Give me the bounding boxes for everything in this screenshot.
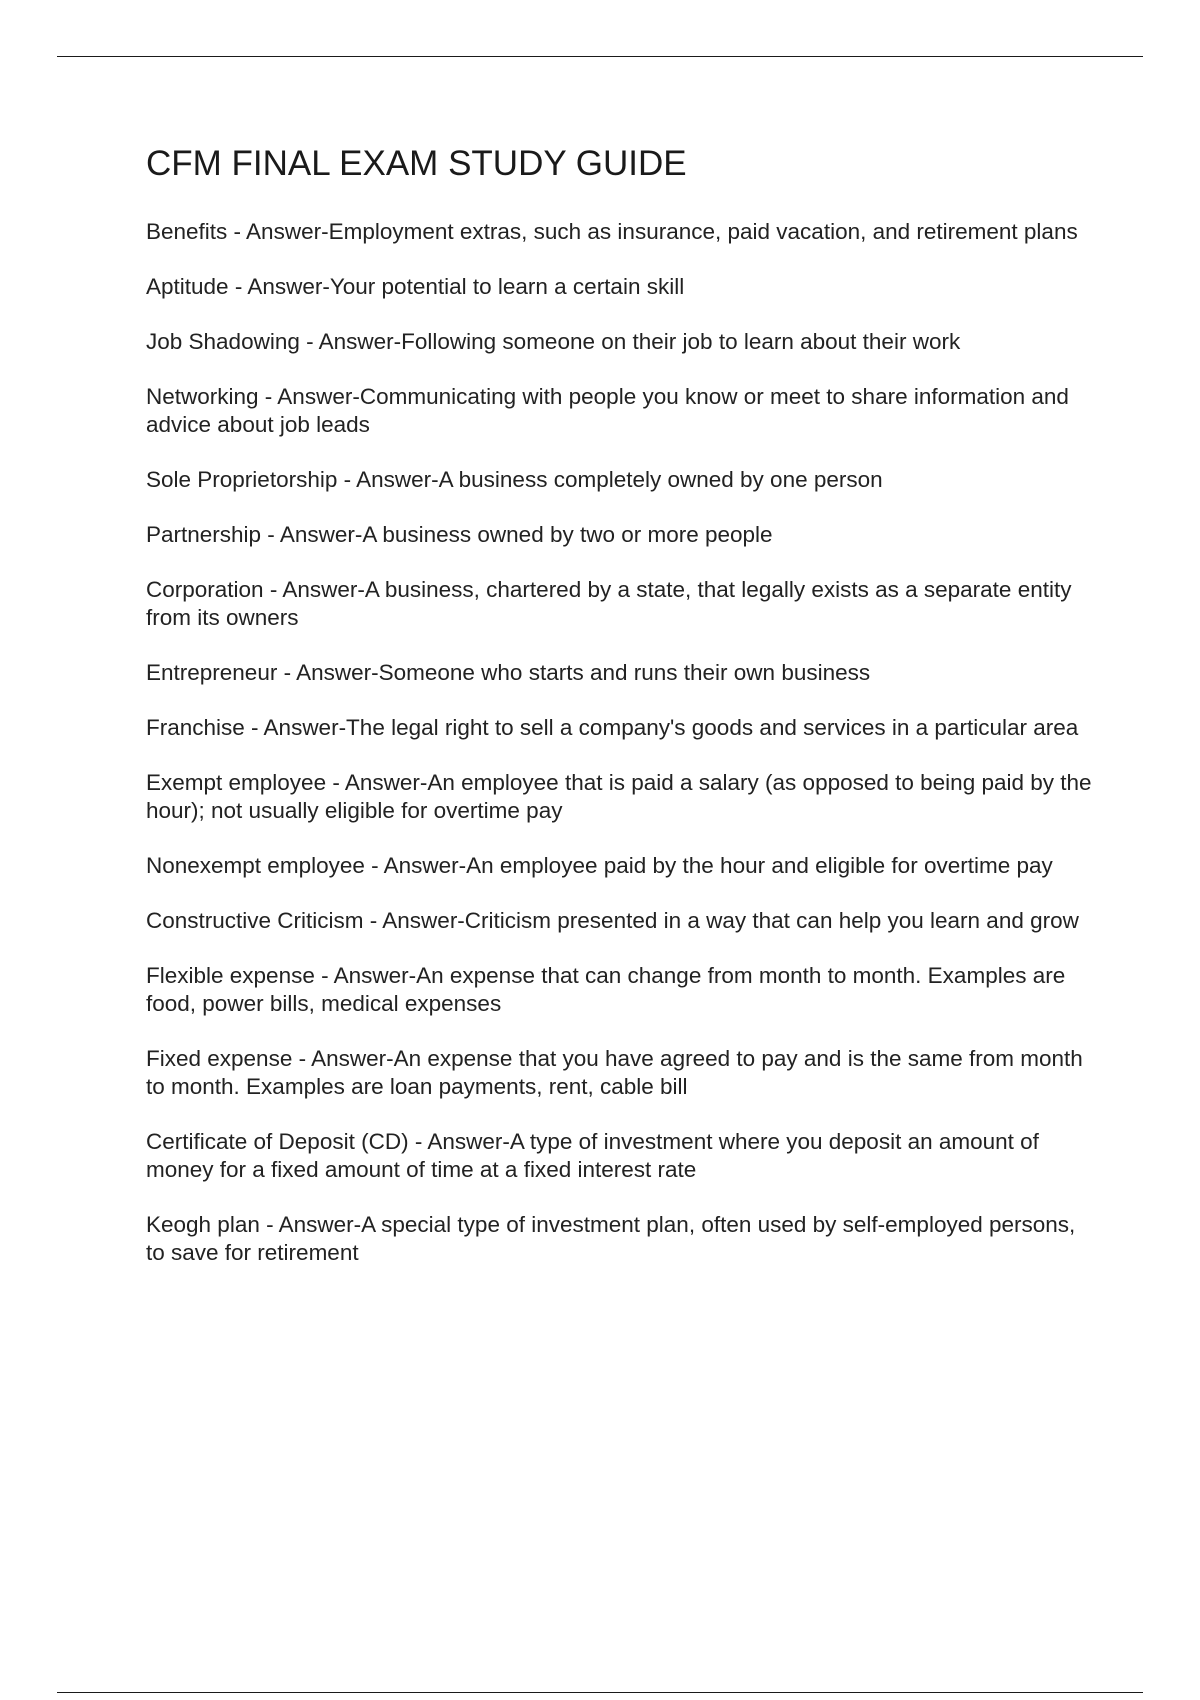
entry-fixed-expense: Fixed expense - Answer-An expense that you have agreed to pay and is the same from month to month. Examples are loan payments, rent, cable bill	[146, 1046, 1083, 1099]
entry-exempt-employee: Exempt employee - Answer-An employee that is paid a salary (as opposed to being paid by the hour); not usually eligible for overtime pay	[146, 770, 1092, 823]
document-title: CFM FINAL EXAM STUDY GUIDE	[146, 144, 687, 183]
entry-entrepreneur: Entrepreneur - Answer-Someone who starts and runs their own business	[146, 660, 871, 685]
document-body	[146, 140, 1096, 1294]
entry-certificate-of-deposit: Certificate of Deposit (CD) - Answer-A type of investment where you deposit an amount of money for a fixed amount of time at a fixed interest rate	[146, 1129, 1039, 1182]
entry-benefits: Benefits - Answer-Employment extras, such as insurance, paid vacation, and retirement plans	[146, 219, 1078, 244]
entry-corporation: Corporation - Answer-A business, chartered by a state, that legally exists as a separate entity from its owners	[146, 577, 1072, 630]
entry-networking: Networking - Answer-Communicating with people you know or meet to share information and advice about job leads	[146, 384, 1069, 437]
entry-nonexempt-employee: Nonexempt employee - Answer-An employee paid by the hour and eligible for overtime pay	[146, 853, 1053, 878]
entry-keogh-plan: Keogh plan - Answer-A special type of investment plan, often used by self-employed persons, to save for retirement	[146, 1212, 1076, 1265]
entry-list	[146, 218, 1096, 1267]
top-divider	[57, 56, 1143, 57]
entry-partnership: Partnership - Answer-A business owned by two or more people	[146, 522, 773, 547]
entry-job-shadowing: Job Shadowing - Answer-Following someone on their job to learn about their work	[146, 329, 961, 354]
entry-flexible-expense: Flexible expense - Answer-An expense that can change from month to month. Examples are food, power bills, medical expenses	[146, 963, 1066, 1016]
entry-constructive-criticism: Constructive Criticism - Answer-Criticism presented in a way that can help you learn and grow	[146, 908, 1079, 933]
entry-franchise: Franchise - Answer-The legal right to sell a company's goods and services in a particular area	[146, 715, 1079, 740]
entry-sole-proprietorship: Sole Proprietorship - Answer-A business completely owned by one person	[146, 467, 883, 492]
entry-aptitude: Aptitude - Answer-Your potential to learn a certain skill	[146, 274, 685, 299]
bottom-divider	[57, 1692, 1143, 1693]
